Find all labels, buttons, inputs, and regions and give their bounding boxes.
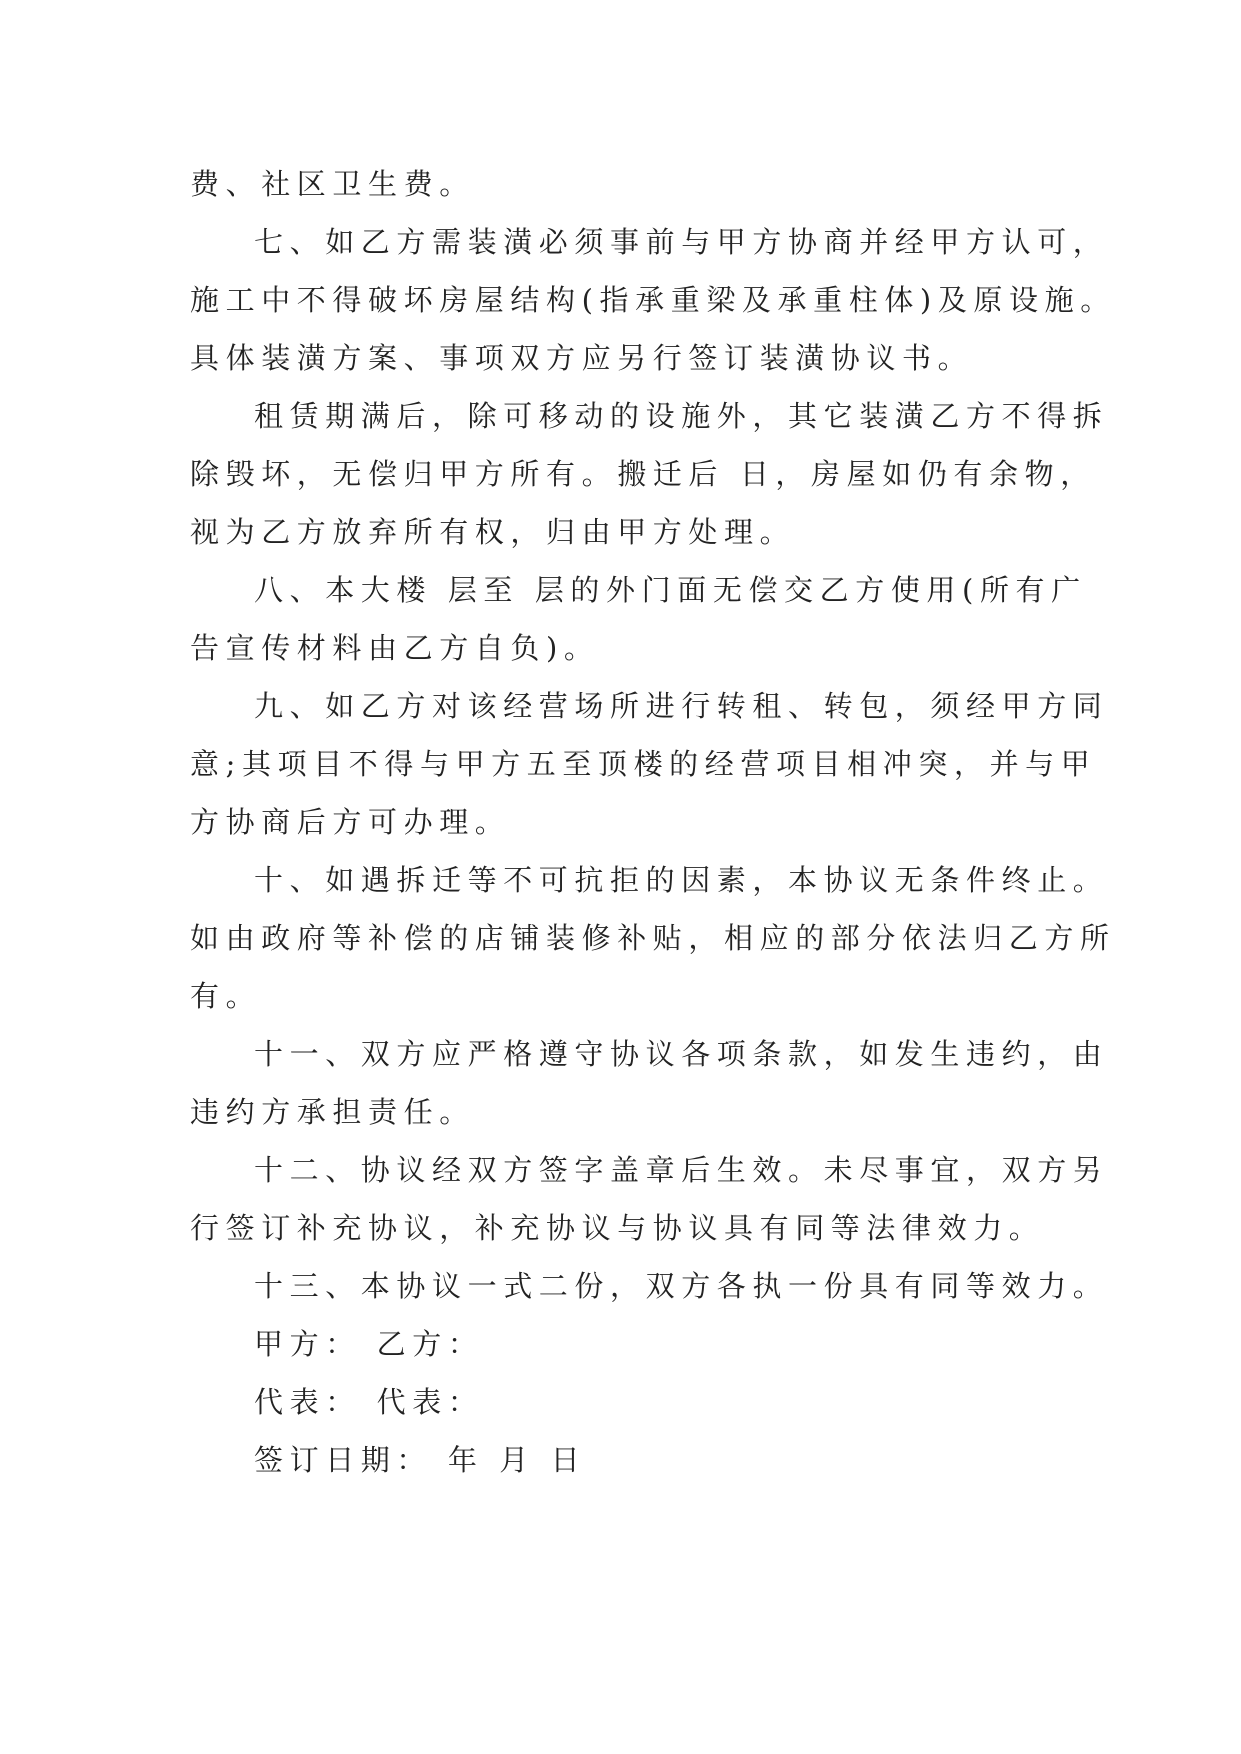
body-line: 十三、本协议一式二份，双方各执一份具有同等效力。 bbox=[254, 1269, 1109, 1303]
body-line: 费、社区卫生费。 bbox=[190, 167, 475, 201]
body-line: 视为乙方放弃所有权，归由甲方处理。 bbox=[190, 515, 796, 549]
body-line: 七、如乙方需装潢必须事前与甲方协商并经甲方认可， bbox=[254, 225, 1109, 259]
body-line: 方协商后方可办理。 bbox=[190, 805, 511, 839]
body-line: 十、如遇拆迁等不可抗拒的因素，本协议无条件终止。 bbox=[254, 863, 1109, 897]
body-line: 除毁坏，无偿归甲方所有。搬迁后 日，房屋如仍有余物， bbox=[190, 457, 1096, 491]
document-body bbox=[190, 155, 1116, 1489]
body-line: 八、本大楼 层至 层的外门面无偿交乙方使用(所有广 bbox=[254, 573, 1087, 607]
signature-representative-line: 代表： 代表： bbox=[254, 1385, 484, 1419]
body-line: 施工中不得破坏房屋结构(指承重梁及承重柱体)及原设施。 bbox=[190, 283, 1116, 317]
body-line: 告宣传材料由乙方自负)。 bbox=[190, 631, 600, 665]
body-line: 九、如乙方对该经营场所进行转租、转包，须经甲方同 bbox=[254, 689, 1109, 723]
signature-party-line: 甲方： 乙方： bbox=[254, 1327, 484, 1361]
signing-date-line: 签订日期： 年 月 日 bbox=[254, 1443, 587, 1477]
body-line: 有。 bbox=[190, 979, 262, 1013]
body-line: 如由政府等补偿的店铺装修补贴，相应的部分依法归乙方所 bbox=[190, 921, 1116, 955]
body-line: 违约方承担责任。 bbox=[190, 1095, 475, 1129]
body-line: 十二、协议经双方签字盖章后生效。未尽事宜，双方另 bbox=[254, 1153, 1109, 1187]
body-line: 意;其项目不得与甲方五至顶楼的经营项目相冲突，并与甲 bbox=[190, 747, 1097, 781]
body-line: 十一、双方应严格遵守协议各项条款，如发生违约，由 bbox=[254, 1037, 1109, 1071]
body-line: 具体装潢方案、事项双方应另行签订装潢协议书。 bbox=[190, 341, 974, 375]
body-line: 行签订补充协议，补充协议与协议具有同等法律效力。 bbox=[190, 1211, 1045, 1245]
body-line: 租赁期满后，除可移动的设施外，其它装潢乙方不得拆 bbox=[254, 399, 1109, 433]
